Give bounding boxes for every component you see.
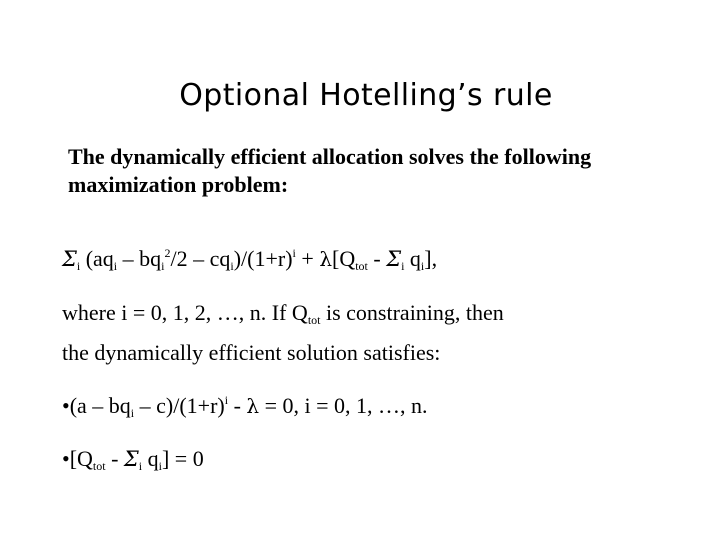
where-line-2: the dynamically efficient solution satisfies: bbox=[62, 340, 441, 365]
superscript: i bbox=[292, 246, 296, 260]
formula-text: q bbox=[404, 246, 421, 271]
subscript: i bbox=[401, 259, 405, 273]
sum-symbol: Σ bbox=[123, 447, 139, 471]
formula-text: - bbox=[367, 246, 387, 271]
subscript: tot bbox=[355, 259, 368, 273]
formula-text: (aq bbox=[80, 246, 114, 271]
condition-text: ] = 0 bbox=[161, 446, 204, 471]
condition-1 bbox=[62, 393, 428, 419]
condition-text: (a – bq bbox=[69, 393, 131, 418]
condition-text: - bbox=[105, 446, 124, 471]
intro-text: The dynamically efficient allocation solves the following maximization problem: bbox=[68, 144, 592, 197]
formula-text: – bq bbox=[117, 246, 162, 271]
subscript: i bbox=[158, 459, 162, 473]
condition-text: q bbox=[142, 446, 159, 471]
sum-symbol: Σ bbox=[62, 247, 77, 271]
lambda-symbol: λ bbox=[246, 394, 260, 418]
subscript: i bbox=[76, 259, 81, 273]
subscript: i bbox=[113, 259, 118, 273]
sum-symbol: Σ bbox=[386, 247, 402, 271]
condition-text: [Q bbox=[69, 446, 93, 471]
subscript: i bbox=[230, 259, 234, 273]
formula-text: + bbox=[295, 246, 320, 271]
slide-title: Optional Hotelling’s rule bbox=[179, 78, 553, 113]
where-text: is constraining, then bbox=[320, 300, 504, 325]
where-text: where i = 0, 1, 2, …, n. If Q bbox=[62, 300, 308, 325]
bullet-icon: • bbox=[62, 446, 70, 471]
subscript: tot bbox=[92, 459, 106, 473]
lambda-symbol: λ bbox=[319, 247, 332, 271]
formula-text: [Q bbox=[332, 246, 356, 271]
condition-text: - bbox=[228, 393, 247, 418]
formula-text: /2 – cq bbox=[170, 246, 231, 271]
objective-formula bbox=[62, 246, 437, 272]
formula-text: )/(1+r) bbox=[233, 246, 293, 271]
formula-text: ], bbox=[424, 246, 438, 271]
bullet-icon: • bbox=[62, 393, 70, 418]
subscript: tot bbox=[307, 313, 321, 327]
superscript: 2 bbox=[164, 246, 171, 260]
condition-2 bbox=[62, 446, 204, 472]
where-line-1 bbox=[62, 300, 504, 326]
subscript: i bbox=[161, 259, 165, 273]
subscript: i bbox=[138, 459, 143, 473]
subscript: i bbox=[420, 259, 425, 273]
condition-text: = 0, i = 0, 1, …, n. bbox=[259, 393, 428, 418]
condition-text: – c)/(1+r) bbox=[134, 393, 225, 418]
superscript: i bbox=[224, 393, 229, 407]
subscript: i bbox=[130, 406, 135, 420]
